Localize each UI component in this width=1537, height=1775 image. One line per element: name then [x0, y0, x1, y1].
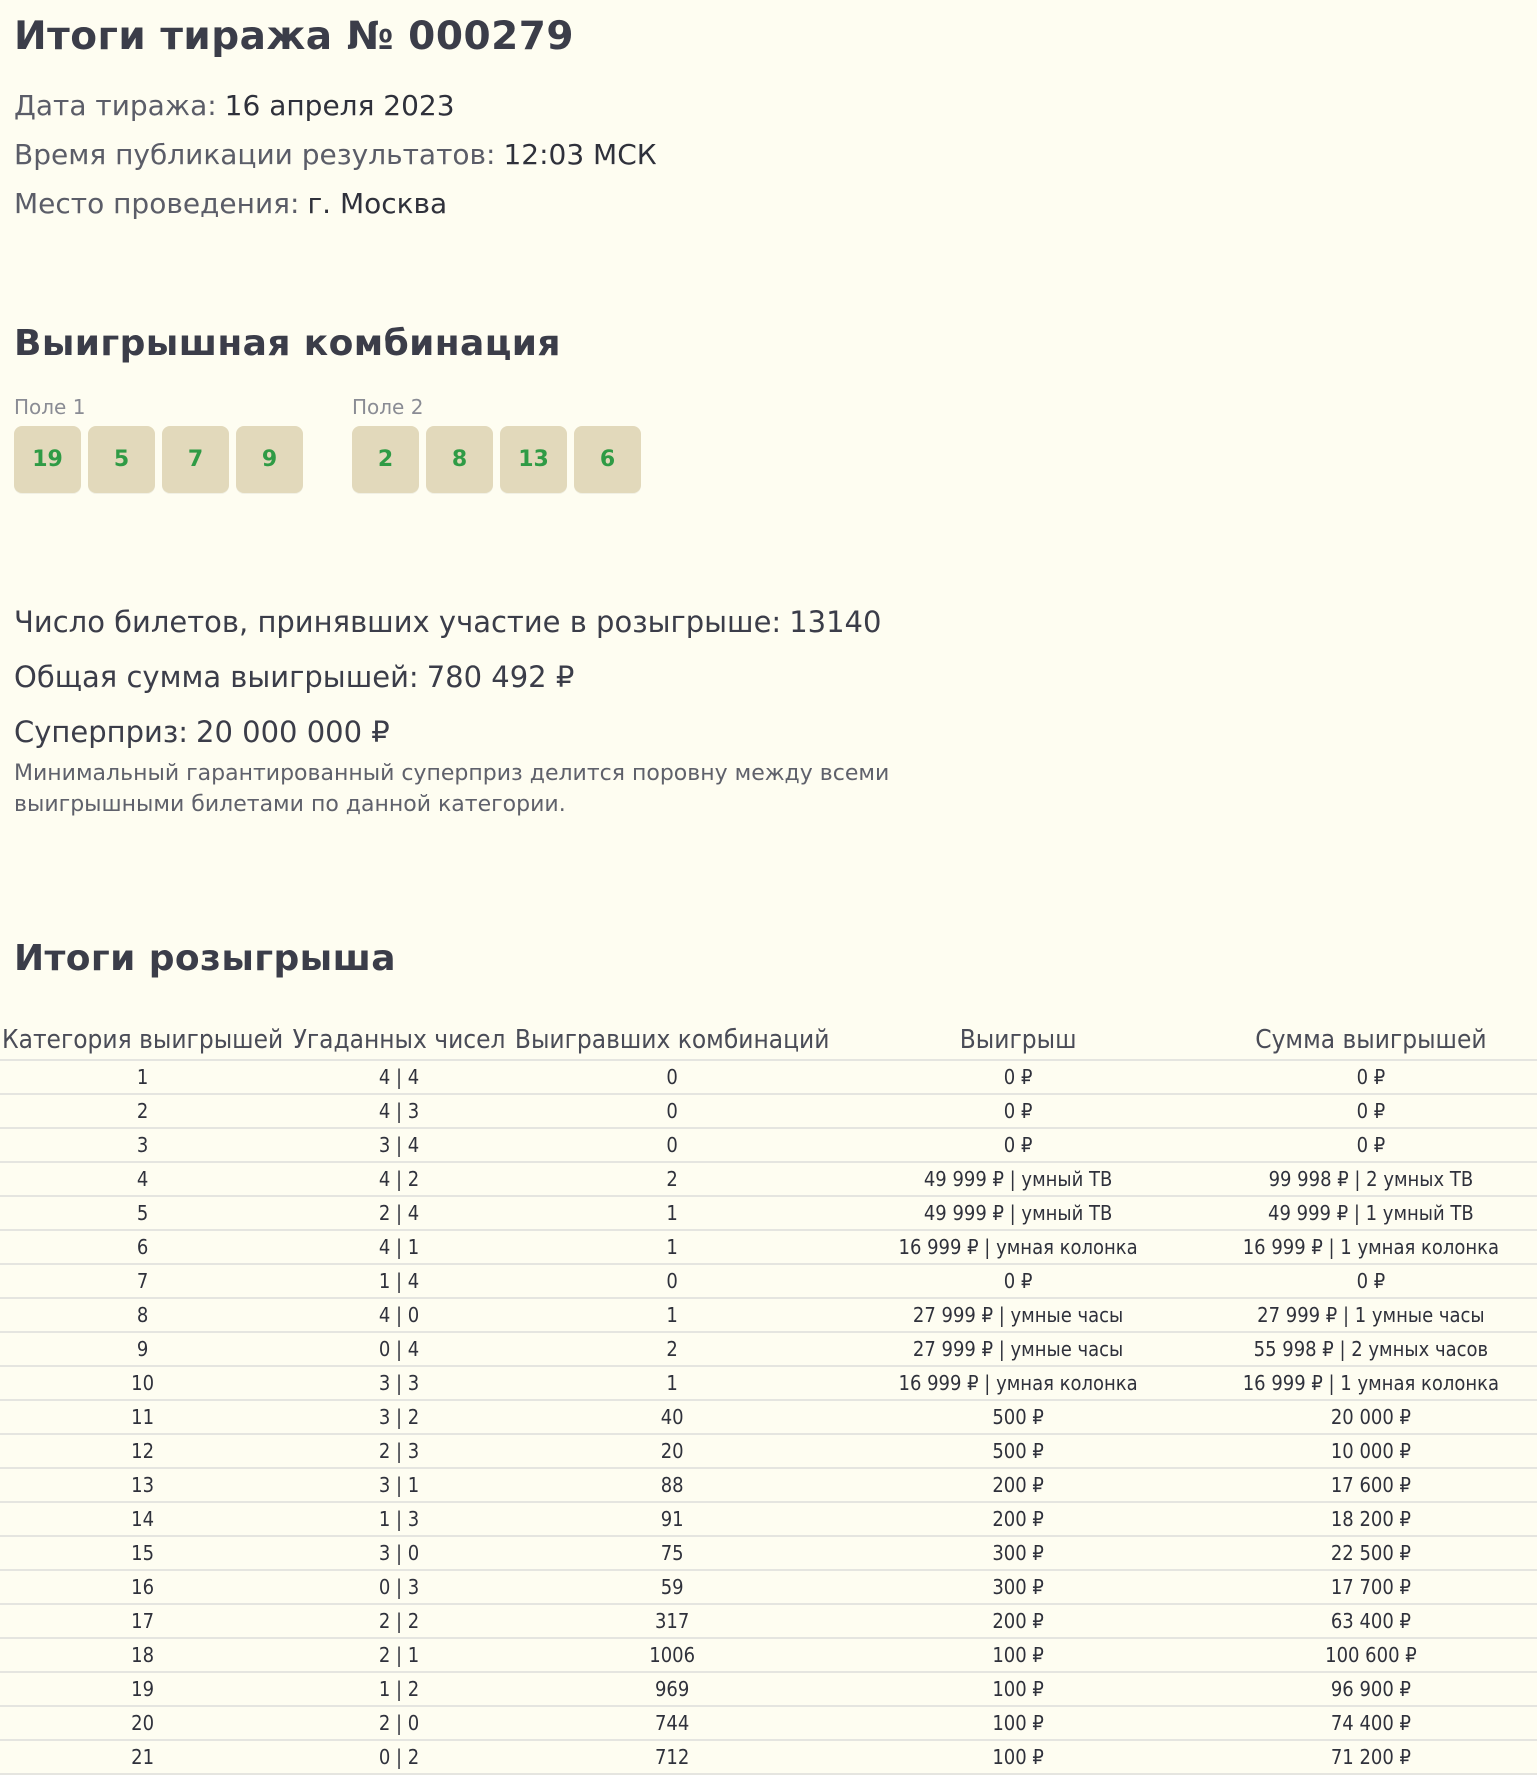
superprize: [14, 715, 390, 749]
field-1-number: 7: [162, 426, 229, 493]
draw-date-value: 16 апреля 2023: [224, 89, 455, 122]
winning-combinations-cell: 744: [513, 1706, 832, 1740]
guessed-cell: 1 | 2: [285, 1672, 513, 1706]
table-row: [0, 1094, 1537, 1128]
prize-cell: 500 ₽: [831, 1400, 1204, 1434]
prize-cell: 300 ₽: [831, 1570, 1204, 1604]
table-row: [0, 1400, 1537, 1434]
prize-cell: 100 ₽: [831, 1638, 1204, 1672]
prize-cell: 0 ₽: [831, 1128, 1204, 1162]
category-cell: 19: [0, 1672, 285, 1706]
total-cell: 71 200 ₽: [1205, 1740, 1537, 1774]
field-1-number: 9: [236, 426, 303, 493]
total-cell: 10 000 ₽: [1205, 1434, 1537, 1468]
winning-combinations-cell: 0: [513, 1264, 832, 1298]
prize-cell: 0 ₽: [831, 1060, 1204, 1094]
field-2-number: 13: [500, 426, 567, 493]
winning-combinations-cell: 1: [513, 1366, 832, 1400]
prize-cell: 200 ₽: [831, 1502, 1204, 1536]
prize-cell: 300 ₽: [831, 1536, 1204, 1570]
winning-combinations-cell: 91: [513, 1502, 832, 1536]
total-cell: 18 200 ₽: [1205, 1502, 1537, 1536]
table-row: [0, 1570, 1537, 1604]
table-row: [0, 1366, 1537, 1400]
page-title: Итоги тиража № 000279: [14, 14, 575, 59]
guessed-cell: 0 | 4: [285, 1332, 513, 1366]
guessed-cell: 3 | 4: [285, 1128, 513, 1162]
prize-cell: 27 999 ₽ | умные часы: [831, 1332, 1204, 1366]
winning-combinations-cell: 2: [513, 1162, 832, 1196]
prize-cell: 100 ₽: [831, 1672, 1204, 1706]
guessed-cell: 4 | 1: [285, 1230, 513, 1264]
guessed-cell: 2 | 4: [285, 1196, 513, 1230]
guessed-cell: 1 | 3: [285, 1502, 513, 1536]
prize-cell: 200 ₽: [831, 1604, 1204, 1638]
table-row: [0, 1672, 1537, 1706]
winning-combinations-cell: 0: [513, 1128, 832, 1162]
field-2-number: 6: [574, 426, 641, 493]
column-header-winning-combinations: Выигравших комбинаций: [513, 1020, 832, 1060]
guessed-cell: 4 | 3: [285, 1094, 513, 1128]
field-1-label: Поле 1: [14, 395, 86, 419]
column-header-guessed: Угаданных чисел: [285, 1020, 513, 1060]
publication-time: [14, 138, 657, 171]
total-winnings-value: 780 492 ₽: [426, 660, 575, 694]
publication-time-label: Время публикации результатов:: [14, 138, 496, 171]
category-cell: 5: [0, 1196, 285, 1230]
category-cell: 20: [0, 1706, 285, 1740]
total-cell: 22 500 ₽: [1205, 1536, 1537, 1570]
total-cell: 17 700 ₽: [1205, 1570, 1537, 1604]
total-cell: 0 ₽: [1205, 1128, 1537, 1162]
results-table-body: [0, 1060, 1537, 1774]
table-row: [0, 1060, 1537, 1094]
total-cell: 17 600 ₽: [1205, 1468, 1537, 1502]
total-winnings-label: Общая сумма выигрышей:: [14, 660, 419, 694]
field-1-number: 19: [14, 426, 81, 493]
guessed-cell: 0 | 3: [285, 1570, 513, 1604]
category-cell: 18: [0, 1638, 285, 1672]
winning-combination-title: Выигрышная комбинация: [14, 323, 561, 364]
category-cell: 21: [0, 1740, 285, 1774]
total-cell: 20 000 ₽: [1205, 1400, 1537, 1434]
draw-results-title: Итоги розыгрыша: [14, 938, 396, 979]
field-2-label: Поле 2: [352, 395, 424, 419]
column-header-category: Категория выигрышей: [0, 1020, 285, 1060]
winning-combinations-cell: 712: [513, 1740, 832, 1774]
draw-place-value: г. Москва: [307, 187, 448, 220]
winning-combinations-cell: 20: [513, 1434, 832, 1468]
prize-cell: 16 999 ₽ | умная колонка: [831, 1230, 1204, 1264]
prize-cell: 100 ₽: [831, 1740, 1204, 1774]
total-cell: 55 998 ₽ | 2 умных часов: [1205, 1332, 1537, 1366]
category-cell: 15: [0, 1536, 285, 1570]
total-cell: 100 600 ₽: [1205, 1638, 1537, 1672]
category-cell: 7: [0, 1264, 285, 1298]
category-cell: 6: [0, 1230, 285, 1264]
table-row: [0, 1230, 1537, 1264]
total-winnings: [14, 660, 574, 694]
category-cell: 2: [0, 1094, 285, 1128]
category-cell: 3: [0, 1128, 285, 1162]
draw-place-label: Место проведения:: [14, 187, 300, 220]
total-cell: 16 999 ₽ | 1 умная колонка: [1205, 1230, 1537, 1264]
winning-combinations-cell: 0: [513, 1060, 832, 1094]
winning-combinations-cell: 88: [513, 1468, 832, 1502]
total-cell: 74 400 ₽: [1205, 1706, 1537, 1740]
winning-combinations-cell: 1006: [513, 1638, 832, 1672]
guessed-cell: 0 | 2: [285, 1740, 513, 1774]
winning-combinations-cell: 59: [513, 1570, 832, 1604]
field-2-number: 2: [352, 426, 419, 493]
prize-cell: 200 ₽: [831, 1468, 1204, 1502]
total-cell: 0 ₽: [1205, 1060, 1537, 1094]
guessed-cell: 2 | 2: [285, 1604, 513, 1638]
prize-cell: 16 999 ₽ | умная колонка: [831, 1366, 1204, 1400]
guessed-cell: 2 | 0: [285, 1706, 513, 1740]
results-table: [0, 1020, 1537, 1775]
column-header-prize: Выигрыш: [831, 1020, 1204, 1060]
table-row: [0, 1434, 1537, 1468]
winning-combinations-cell: 75: [513, 1536, 832, 1570]
winning-combinations-cell: 969: [513, 1672, 832, 1706]
winning-combinations-cell: 1: [513, 1298, 832, 1332]
total-cell: 27 999 ₽ | 1 умные часы: [1205, 1298, 1537, 1332]
table-row: [0, 1264, 1537, 1298]
table-row: [0, 1536, 1537, 1570]
table-row: [0, 1128, 1537, 1162]
prize-cell: 0 ₽: [831, 1094, 1204, 1128]
total-cell: 63 400 ₽: [1205, 1604, 1537, 1638]
tickets-count-label: Число билетов, принявших участие в розыгрыше:: [14, 605, 782, 639]
table-row: [0, 1740, 1537, 1774]
winning-combinations-cell: 40: [513, 1400, 832, 1434]
total-cell: 99 998 ₽ | 2 умных ТВ: [1205, 1162, 1537, 1196]
category-cell: 16: [0, 1570, 285, 1604]
total-cell: 16 999 ₽ | 1 умная колонка: [1205, 1366, 1537, 1400]
guessed-cell: 4 | 2: [285, 1162, 513, 1196]
guessed-cell: 3 | 3: [285, 1366, 513, 1400]
category-cell: 14: [0, 1502, 285, 1536]
table-row: [0, 1196, 1537, 1230]
prize-cell: 500 ₽: [831, 1434, 1204, 1468]
table-row: [0, 1706, 1537, 1740]
table-row: [0, 1298, 1537, 1332]
table-row: [0, 1162, 1537, 1196]
guessed-cell: 3 | 1: [285, 1468, 513, 1502]
superprize-value: 20 000 000 ₽: [196, 715, 390, 749]
guessed-cell: 2 | 3: [285, 1434, 513, 1468]
draw-place: [14, 187, 447, 220]
field-1-number: 5: [88, 426, 155, 493]
category-cell: 4: [0, 1162, 285, 1196]
guessed-cell: 3 | 2: [285, 1400, 513, 1434]
category-cell: 11: [0, 1400, 285, 1434]
tickets-count-value: 13140: [789, 605, 882, 639]
category-cell: 10: [0, 1366, 285, 1400]
table-row: [0, 1332, 1537, 1366]
publication-time-value: 12:03 МСК: [503, 138, 657, 171]
prize-cell: 27 999 ₽ | умные часы: [831, 1298, 1204, 1332]
category-cell: 1: [0, 1060, 285, 1094]
total-cell: 96 900 ₽: [1205, 1672, 1537, 1706]
table-row: [0, 1502, 1537, 1536]
guessed-cell: 2 | 1: [285, 1638, 513, 1672]
table-row: [0, 1604, 1537, 1638]
field-2-number: 8: [426, 426, 493, 493]
category-cell: 8: [0, 1298, 285, 1332]
winning-combinations-cell: 0: [513, 1094, 832, 1128]
guessed-cell: 1 | 4: [285, 1264, 513, 1298]
guessed-cell: 4 | 0: [285, 1298, 513, 1332]
column-header-total: Сумма выигрышей: [1205, 1020, 1537, 1060]
draw-date-label: Дата тиража:: [14, 89, 217, 122]
prize-cell: 0 ₽: [831, 1264, 1204, 1298]
winning-combinations-cell: 1: [513, 1230, 832, 1264]
total-cell: 0 ₽: [1205, 1264, 1537, 1298]
category-cell: 9: [0, 1332, 285, 1366]
guessed-cell: 3 | 0: [285, 1536, 513, 1570]
draw-date: [14, 89, 455, 122]
table-row: [0, 1468, 1537, 1502]
total-cell: 49 999 ₽ | 1 умный ТВ: [1205, 1196, 1537, 1230]
category-cell: 12: [0, 1434, 285, 1468]
winning-combinations-cell: 2: [513, 1332, 832, 1366]
category-cell: 13: [0, 1468, 285, 1502]
table-row: [0, 1638, 1537, 1672]
prize-cell: 49 999 ₽ | умный ТВ: [831, 1196, 1204, 1230]
category-cell: 17: [0, 1604, 285, 1638]
superprize-note: Минимальный гарантированный суперприз делится поровну между всеми выигрышными билетами по данной категории.: [14, 761, 890, 817]
guessed-cell: 4 | 4: [285, 1060, 513, 1094]
total-cell: 0 ₽: [1205, 1094, 1537, 1128]
superprize-label: Суперприз:: [14, 715, 189, 749]
results-table-header: [0, 1020, 1537, 1060]
tickets-count: [14, 605, 881, 639]
prize-cell: 49 999 ₽ | умный ТВ: [831, 1162, 1204, 1196]
prize-cell: 100 ₽: [831, 1706, 1204, 1740]
winning-combinations-cell: 317: [513, 1604, 832, 1638]
winning-combinations-cell: 1: [513, 1196, 832, 1230]
